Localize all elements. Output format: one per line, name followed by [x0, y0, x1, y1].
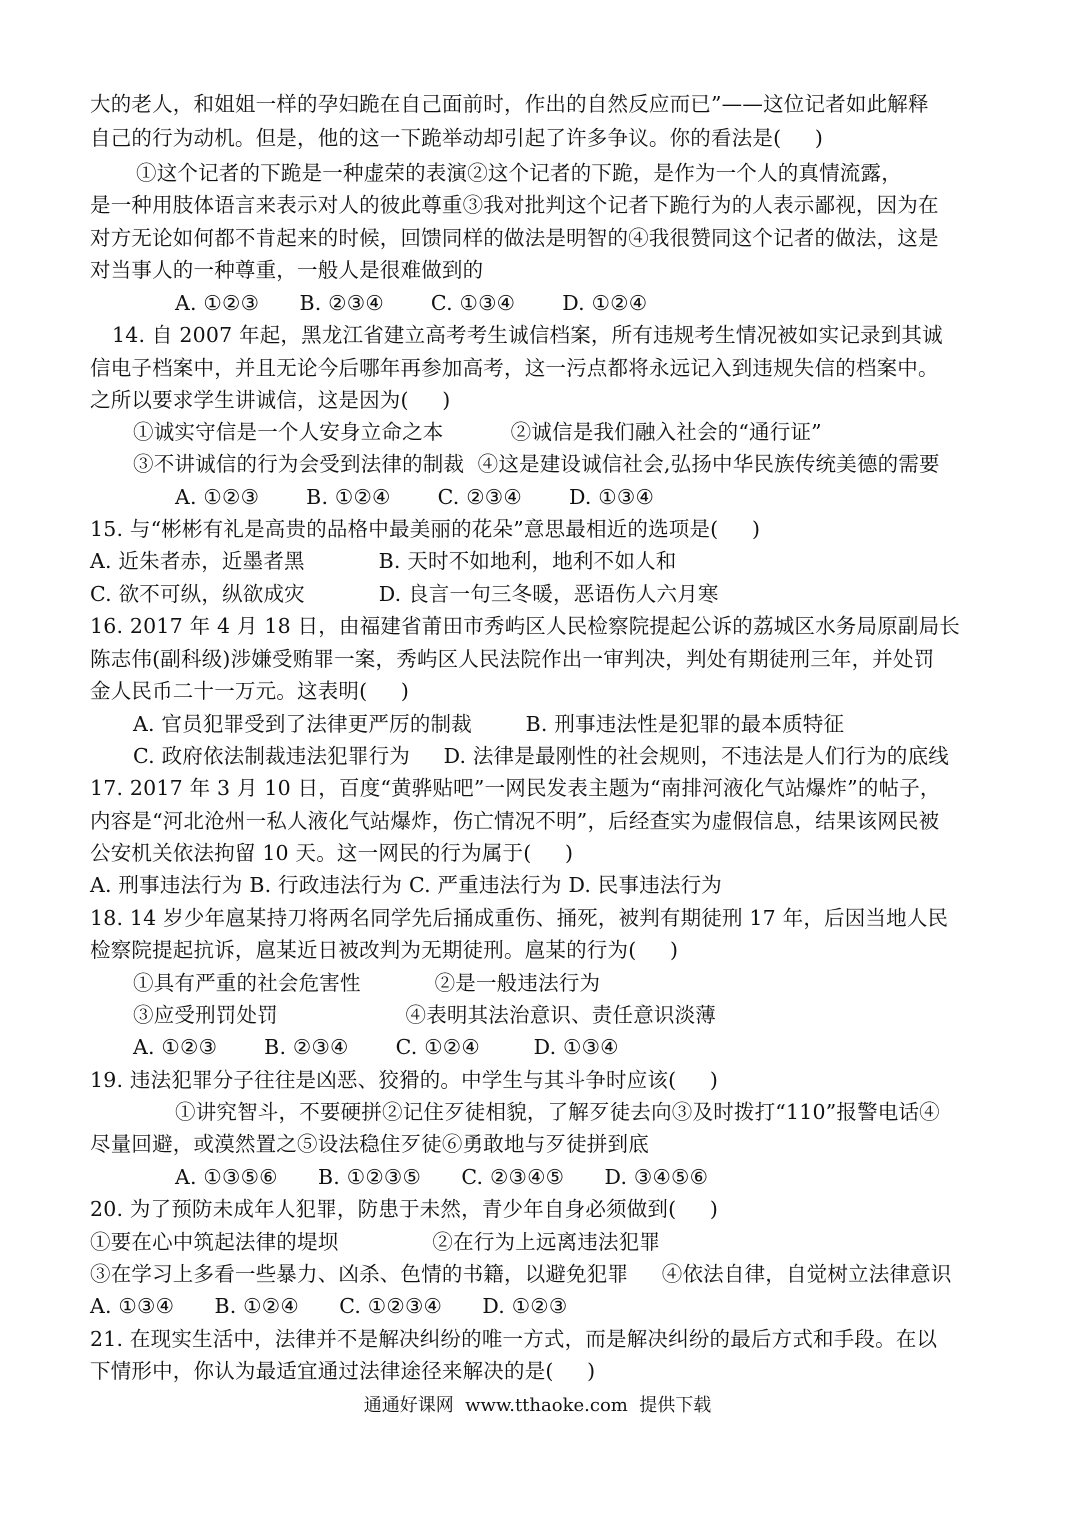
- text-line: ①这个记者的下跪是一种虚荣的表演②这个记者的下跪，是作为一个人的真情流露，: [136, 161, 902, 185]
- statement-line: ①诚实守信是一个人安身立命之本 ②诚信是我们融入社会的“通行证”: [133, 420, 822, 444]
- statement-line: 尽量回避，或漠然置之⑤设法稳住歹徒⑥勇敢地与歹徒拼到底: [90, 1132, 649, 1156]
- text-line: 检察院提起抗诉，扈某近日被改判为无期徒刑。扈某的行为( ): [90, 938, 679, 962]
- text-line: 金人民币二十一万元。这表明( ): [90, 679, 410, 703]
- text-line: 信电子档案中，并且无论今后哪年再参加高考，这一污点都将永远记入到违规失信的档案中。: [90, 356, 939, 380]
- text-line: 对当事人的一种尊重，一般人是很难做到的: [90, 258, 484, 282]
- answer-options: A. ①②③ B. ①②④ C. ②③④ D. ①③④: [175, 485, 655, 509]
- answer-options: C. 欲不可纵，纵欲成灾 D. 良言一句三冬暖，恶语伤人六月寒: [90, 582, 719, 606]
- text-line: 公安机关依法拘留 10 天。这一网民的行为属于( ): [90, 841, 574, 865]
- question-19: 19. 违法犯罪分子往往是凶恶、狡猾的。中学生与其斗争时应该( ): [90, 1068, 719, 1092]
- statement-line: ③不讲诚信的行为会受到法律的制裁 ④这是建设诚信社会,弘扬中华民族传统美德的需要: [133, 452, 940, 476]
- question-14: 14. 自 2007 年起，黑龙江省建立高考考生诚信档案，所有违规考生情况被如实记录到其诚: [112, 323, 943, 347]
- question-18: 18. 14 岁少年扈某持刀将两名同学先后捅成重伤、捅死，被判有期徒刑 17 年，后因当地人民: [90, 906, 949, 930]
- answer-options: A. 近朱者赤，近墨者黑 B. 天时不如地利，地利不如人和: [90, 549, 677, 573]
- statement-line: ①讲究智斗，不要硬拼②记住歹徒相貌，了解歹徒去向③及时拨打“110”报警电话④: [175, 1100, 940, 1124]
- answer-options: A. ①②③ B. ②③④ C. ①②④ D. ①③④: [133, 1035, 619, 1059]
- statement-line: ③应受刑罚处罚 ④表明其法治意识、责任意识淡薄: [133, 1003, 717, 1027]
- answer-options: A. ①②③ B. ②③④ C. ①③④ D. ①②④: [175, 291, 648, 315]
- answer-options: A. ①③④ B. ①②④ C. ①②③④ D. ①②③: [90, 1294, 568, 1318]
- statement-line: ①要在心中筑起法律的堤坝 ②在行为上远离违法犯罪: [90, 1230, 661, 1254]
- text-line: 自己的行为动机。但是，他的这一下跪举动却引起了许多争议。你的看法是( ): [90, 126, 824, 150]
- text-line: 下情形中，你认为最适宜通过法律途径来解决的是( ): [90, 1359, 596, 1383]
- answer-options: A. 刑事违法行为 B. 行政违法行为 C. 严重违法行为 D. 民事违法行为: [90, 873, 723, 897]
- text-line: 内容是“河北沧州一私人液化气站爆炸，伤亡情况不明”，后经查实为虚假信息，结果该网民被: [90, 809, 940, 833]
- question-20: 20. 为了预防未成年人犯罪，防患于未然，青少年自身必须做到( ): [90, 1197, 719, 1221]
- answer-options: A. 官员犯罪受到了法律更严厉的制裁 B. 刑事违法性是犯罪的最本质特征: [133, 712, 845, 736]
- question-21: 21. 在现实生活中，法律并不是解决纠纷的唯一方式，而是解决纠纷的最后方式和手段。在以: [90, 1327, 938, 1351]
- text-line: 是一种用肢体语言来表示对人的彼此尊重③我对批判这个记者下跪行为的人表示鄙视，因为在: [90, 193, 939, 217]
- question-16: 16. 2017 年 4 月 18 日，由福建省莆田市秀屿区人民检察院提起公诉的荔城区水务局原副局长: [90, 614, 960, 638]
- question-15: 15. 与“彬彬有礼是高贵的品格中最美丽的花朵”意思最相近的选项是( ): [90, 517, 761, 541]
- statement-line: ①具有严重的社会危害性 ②是一般违法行为: [133, 971, 601, 995]
- text-line: 陈志伟(副科级)涉嫌受贿罪一案，秀屿区人民法院作出一审判决，判处有期徒刑三年，并处罚: [90, 647, 935, 671]
- statement-line: ③在学习上多看一些暴力、凶杀、色情的书籍，以避免犯罪 ④依法自律，自觉树立法律意识: [90, 1262, 952, 1286]
- page-footer: 通通好课网 www.tthaoke.com 提供下载: [363, 1395, 712, 1416]
- answer-options: A. ①③⑤⑥ B. ①②③⑤ C. ②③④⑤ D. ③④⑤⑥: [175, 1165, 709, 1189]
- answer-options: C. 政府依法制裁违法犯罪行为 D. 法律是最刚性的社会规则，不违法是人们行为的底线: [133, 744, 950, 768]
- text-line: 大的老人，和姐姐一样的孕妇跪在自己面前时，作出的自然反应而已”——这位记者如此解释: [90, 92, 929, 116]
- text-line: 之所以要求学生讲诚信，这是因为( ): [90, 388, 451, 412]
- question-17: 17. 2017 年 3 月 10 日，百度“黄骅贴吧”一网民发表主题为“南排河液化气站爆炸”的帖子，: [90, 776, 941, 800]
- text-line: 对方无论如何都不肯起来的时候，回馈同样的做法是明智的④我很赞同这个记者的做法，这是: [90, 226, 939, 250]
